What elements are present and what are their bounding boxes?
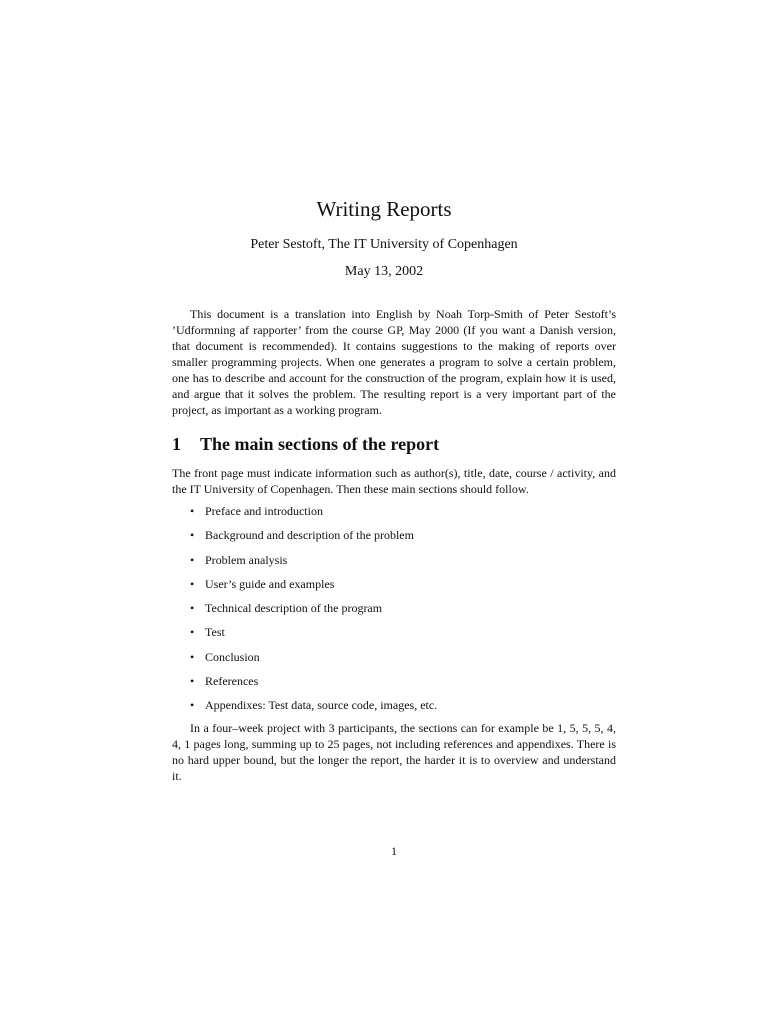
bullet-icon: • bbox=[190, 601, 195, 616]
list-item-text: Appendixes: Test data, source code, images, etc. bbox=[205, 698, 438, 713]
list-item bbox=[172, 649, 616, 673]
list-item bbox=[172, 673, 616, 697]
section-heading bbox=[172, 432, 616, 456]
bullet-icon: • bbox=[190, 698, 195, 713]
list-item-text: Technical description of the program bbox=[205, 601, 383, 616]
list-item bbox=[172, 527, 616, 551]
section-number: 1 bbox=[172, 434, 181, 454]
section-list bbox=[172, 503, 616, 722]
list-item-text: Preface and introduction bbox=[205, 504, 323, 518]
list-item bbox=[172, 552, 616, 576]
document-author: Peter Sestoft, The IT University of Copenhagen bbox=[250, 237, 518, 252]
document-date: May 13, 2002 bbox=[344, 264, 424, 279]
list-item-text: User’s guide and examples bbox=[205, 576, 335, 591]
list-item bbox=[172, 600, 616, 624]
closing-paragraph: In a four–week project with 3 participants, the sections can for example be 1, 5, 5, 5, 4, 4, 1 pages long, summing up to 25 pages, not including references and appendixes. There is no hard upper bound, but the longer the report, the harder it is to overview and understand it. bbox=[172, 721, 616, 783]
list-item bbox=[172, 576, 616, 600]
list-item-text: Conclusion bbox=[205, 649, 260, 664]
section-title: The main sections of the report bbox=[200, 434, 440, 454]
list-item-text: References bbox=[205, 674, 259, 689]
bullet-icon: • bbox=[190, 552, 195, 567]
list-item bbox=[172, 697, 616, 721]
page-number: 1 bbox=[391, 844, 397, 858]
bullet-icon: • bbox=[190, 649, 195, 664]
abstract-paragraph: This document is a translation into English by Noah Torp-Smith of Peter Sestoft’s ’Udformning af rapporter’ from the course GP, May 2000 (If you want a Danish version, that document is recommended). It contains suggestions to the making of reports over smaller programming projects. When one generates a program to solve a certain problem, one has to describe and account for the construction of the program, explain how it is used, and argue that it solves the problem. The resulting report is a very important part of the project, as important as a working program. bbox=[172, 307, 616, 417]
list-item-text: Test bbox=[205, 625, 225, 640]
document-title: Writing Reports bbox=[316, 197, 452, 221]
bullet-icon: • bbox=[190, 576, 195, 591]
list-item bbox=[172, 503, 616, 527]
bullet-icon: • bbox=[190, 528, 195, 543]
list-item-text: Problem analysis bbox=[205, 552, 288, 567]
section-intro-paragraph: The front page must indicate information such as author(s), title, date, course / activity, and the IT University of Copenhagen. Then these main sections should follow. bbox=[172, 466, 616, 496]
bullet-icon: • bbox=[190, 504, 195, 518]
list-item-text: Background and description of the problem bbox=[205, 528, 414, 543]
list-item bbox=[172, 624, 616, 648]
bullet-icon: • bbox=[190, 674, 195, 689]
bullet-icon: • bbox=[190, 625, 195, 640]
